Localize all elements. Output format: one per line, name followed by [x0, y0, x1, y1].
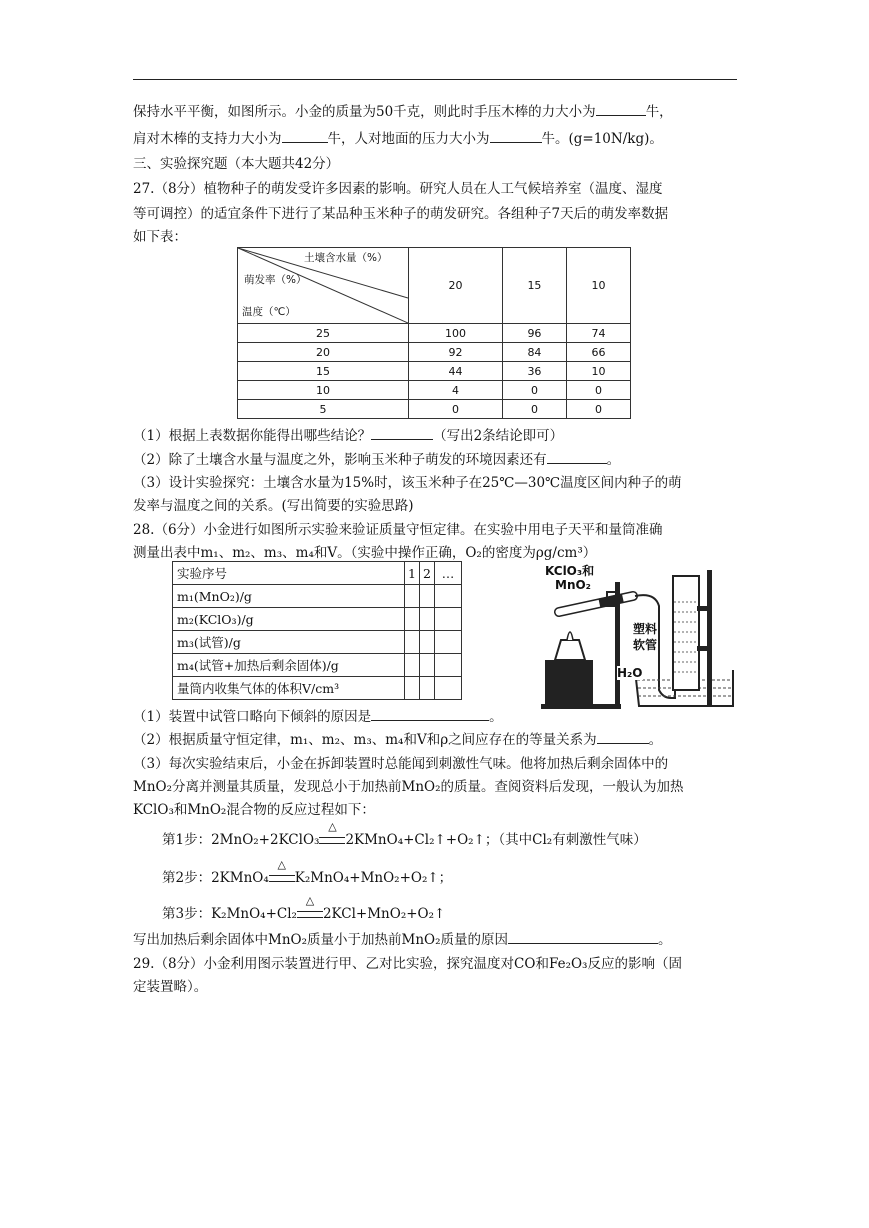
moisture-header: 20 — [409, 248, 503, 324]
rate-cell: 92 — [409, 343, 503, 362]
heat-symbol: △ — [305, 894, 315, 907]
text-line: （2）除了土壤含水量与温度之外，影响玉米种子萌发的环境因素还有 。 — [133, 452, 621, 468]
reagent-label: KClO₃和 — [545, 564, 595, 578]
header-cell: 2 — [420, 562, 435, 585]
diag-temp-label: 温度（℃） — [242, 306, 296, 318]
temp-cell: 5 — [238, 400, 409, 419]
text-line: MnO₂分离并测量其质量，发现总小于加热前MnO₂的质量。查阅资料后发现，一般认为加热 — [133, 779, 684, 795]
data-cell[interactable] — [405, 585, 420, 608]
table-row — [173, 562, 462, 585]
answer-blank[interactable] — [596, 103, 646, 116]
data-cell[interactable] — [405, 654, 420, 677]
moisture-header: 10 — [566, 248, 630, 324]
data-cell[interactable] — [435, 654, 462, 677]
diag-soil-label: 土壤含水量（%） — [304, 252, 388, 264]
header-cell: … — [435, 562, 462, 585]
rate-cell: 0 — [566, 400, 630, 419]
row-label: m₂(KClO₃)/g — [173, 608, 405, 631]
answer-blank[interactable] — [282, 130, 328, 143]
heat-symbol: △ — [277, 858, 286, 871]
rate-cell: 10 — [566, 362, 630, 381]
header-cell: 1 — [405, 562, 420, 585]
apparatus-figure — [537, 562, 737, 712]
data-cell[interactable] — [405, 677, 420, 700]
answer-blank[interactable] — [597, 731, 649, 744]
moisture-header: 15 — [502, 248, 566, 324]
tube-label: 软管 — [633, 638, 658, 652]
row-label: m₄(试管+加热后剩余固体)/g — [173, 654, 405, 677]
header-cell: 实验序号 — [173, 562, 405, 585]
rate-cell: 0 — [502, 381, 566, 400]
row-label: m₃(试管)/g — [173, 631, 405, 654]
reagent-label: MnO₂ — [555, 578, 591, 592]
table-row — [173, 631, 462, 654]
temp-cell: 15 — [238, 362, 409, 381]
section-heading: 三、实验探究题（本大题共42分） — [133, 156, 340, 172]
data-cell[interactable] — [405, 631, 420, 654]
data-cell[interactable] — [420, 654, 435, 677]
text-line: （1）根据上表数据你能得出哪些结论？ （写出2条结论即可） — [133, 428, 564, 444]
data-cell[interactable] — [435, 677, 462, 700]
text-line: （3）设计实验探究：土壤含水量为15%时，该玉米种子在25℃—30℃温度区间内种子的萌 — [133, 475, 682, 491]
data-cell[interactable] — [420, 608, 435, 631]
text-line: （2）根据质量守恒定律，m₁、m₂、m₃、m₄和V和ρ之间应存在的等量关系为 。 — [133, 732, 663, 748]
table-row — [173, 585, 462, 608]
answer-blank[interactable] — [371, 427, 433, 440]
tube-label: 塑料 — [633, 622, 658, 636]
reaction-step-2: 第2步：2KMnO₄ △ K₂MnO₄+MnO₂+O₂↑； — [162, 858, 453, 886]
answer-blank[interactable] — [371, 708, 489, 721]
data-cell[interactable] — [420, 631, 435, 654]
rate-cell: 44 — [409, 362, 503, 381]
rate-cell: 74 — [566, 324, 630, 343]
temp-cell: 10 — [238, 381, 409, 400]
table-row — [173, 677, 462, 700]
text-line: 发率与温度之间的关系。(写出简要的实验思路) — [133, 498, 414, 514]
data-cell[interactable] — [420, 585, 435, 608]
header-rule — [133, 79, 737, 80]
reaction-step-3: 第3步：K₂MnO₄+Cl₂ △ 2KCl+MnO₂+O₂↑ — [162, 894, 446, 922]
rate-cell: 66 — [566, 343, 630, 362]
rate-cell: 100 — [409, 324, 503, 343]
rate-cell: 0 — [502, 400, 566, 419]
text-line: 如下表： — [133, 229, 187, 245]
experiment-table — [172, 561, 462, 700]
rate-cell: 36 — [502, 362, 566, 381]
question-29: 29.（8分）小金利用图示装置进行甲、乙对比实验，探究温度对CO和Fe₂O₃反应的影响（固 — [133, 956, 682, 972]
question-27: 27.（8分）植物种子的萌发受许多因素的影响。研究人员在人工气候培养室（温度、湿度 — [133, 181, 663, 197]
text-line: 肩对木棒的支持力大小为 牛，人对地面的压力大小为 牛。(g=10N/kg)。 — [133, 131, 663, 147]
table-row — [173, 654, 462, 677]
text-line: KClO₃和MnO₂混合物的反应过程如下： — [133, 802, 375, 818]
row-label: m₁(MnO₂)/g — [173, 585, 405, 608]
table-row — [173, 608, 462, 631]
text-line: 等可调控）的适宜条件下进行了某品种玉米种子的萌发研究。各组种子7天后的萌发率数据 — [133, 206, 669, 222]
germination-table — [237, 247, 631, 418]
rate-cell: 84 — [502, 343, 566, 362]
answer-blank[interactable] — [547, 451, 607, 464]
data-cell[interactable] — [420, 677, 435, 700]
rate-cell: 96 — [502, 324, 566, 343]
text-line: （1）装置中试管口略向下倾斜的原因是 。 — [133, 709, 503, 725]
text-line: 定装置略）。 — [133, 979, 208, 995]
table-row — [238, 343, 631, 362]
diag-rate-label: 萌发率（%） — [244, 274, 307, 286]
rate-cell: 0 — [566, 381, 630, 400]
row-label: 量筒内收集气体的体积V/cm³ — [173, 677, 405, 700]
reaction-step-1: 第1步：2MnO₂+2KClO₃ △ 2KMnO₄+Cl₂↑+O₂↑；（其中Cl₂有刺激性气味） — [162, 820, 647, 848]
answer-blank[interactable] — [490, 130, 542, 143]
table-row — [238, 400, 631, 419]
text-line: 测量出表中m₁、m₂、m₃、m₄和V。（实验中操作正确，O₂的密度为ρg/cm³） — [133, 545, 597, 561]
text-line: 保持水平平衡，如图所示。小金的质量为50千克，则此时手压木棒的力大小为 牛， — [133, 104, 673, 120]
data-cell[interactable] — [435, 608, 462, 631]
heat-symbol: △ — [328, 820, 337, 833]
diagonal-header-cell — [238, 248, 409, 324]
data-cell[interactable] — [435, 585, 462, 608]
text-line: 写出加热后剩余固体中MnO₂质量小于加热前MnO₂质量的原因 。 — [133, 932, 672, 948]
table-row — [238, 324, 631, 343]
rate-cell: 4 — [409, 381, 503, 400]
temp-cell: 25 — [238, 324, 409, 343]
text-line: （3）每次实验结束后，小金在拆卸装置时总能闻到刺激性气味。他将加热后剩余固体中的 — [133, 756, 669, 772]
answer-blank[interactable] — [508, 931, 658, 944]
table-row — [238, 362, 631, 381]
question-28: 28.（6分）小金进行如图所示实验来验证质量守恒定律。在实验中用电子天平和量筒准确 — [133, 522, 663, 538]
data-cell[interactable] — [435, 631, 462, 654]
temp-cell: 20 — [238, 343, 409, 362]
data-cell[interactable] — [405, 608, 420, 631]
rate-cell: 0 — [409, 400, 503, 419]
table-row — [238, 381, 631, 400]
water-label: H₂O — [617, 666, 643, 680]
